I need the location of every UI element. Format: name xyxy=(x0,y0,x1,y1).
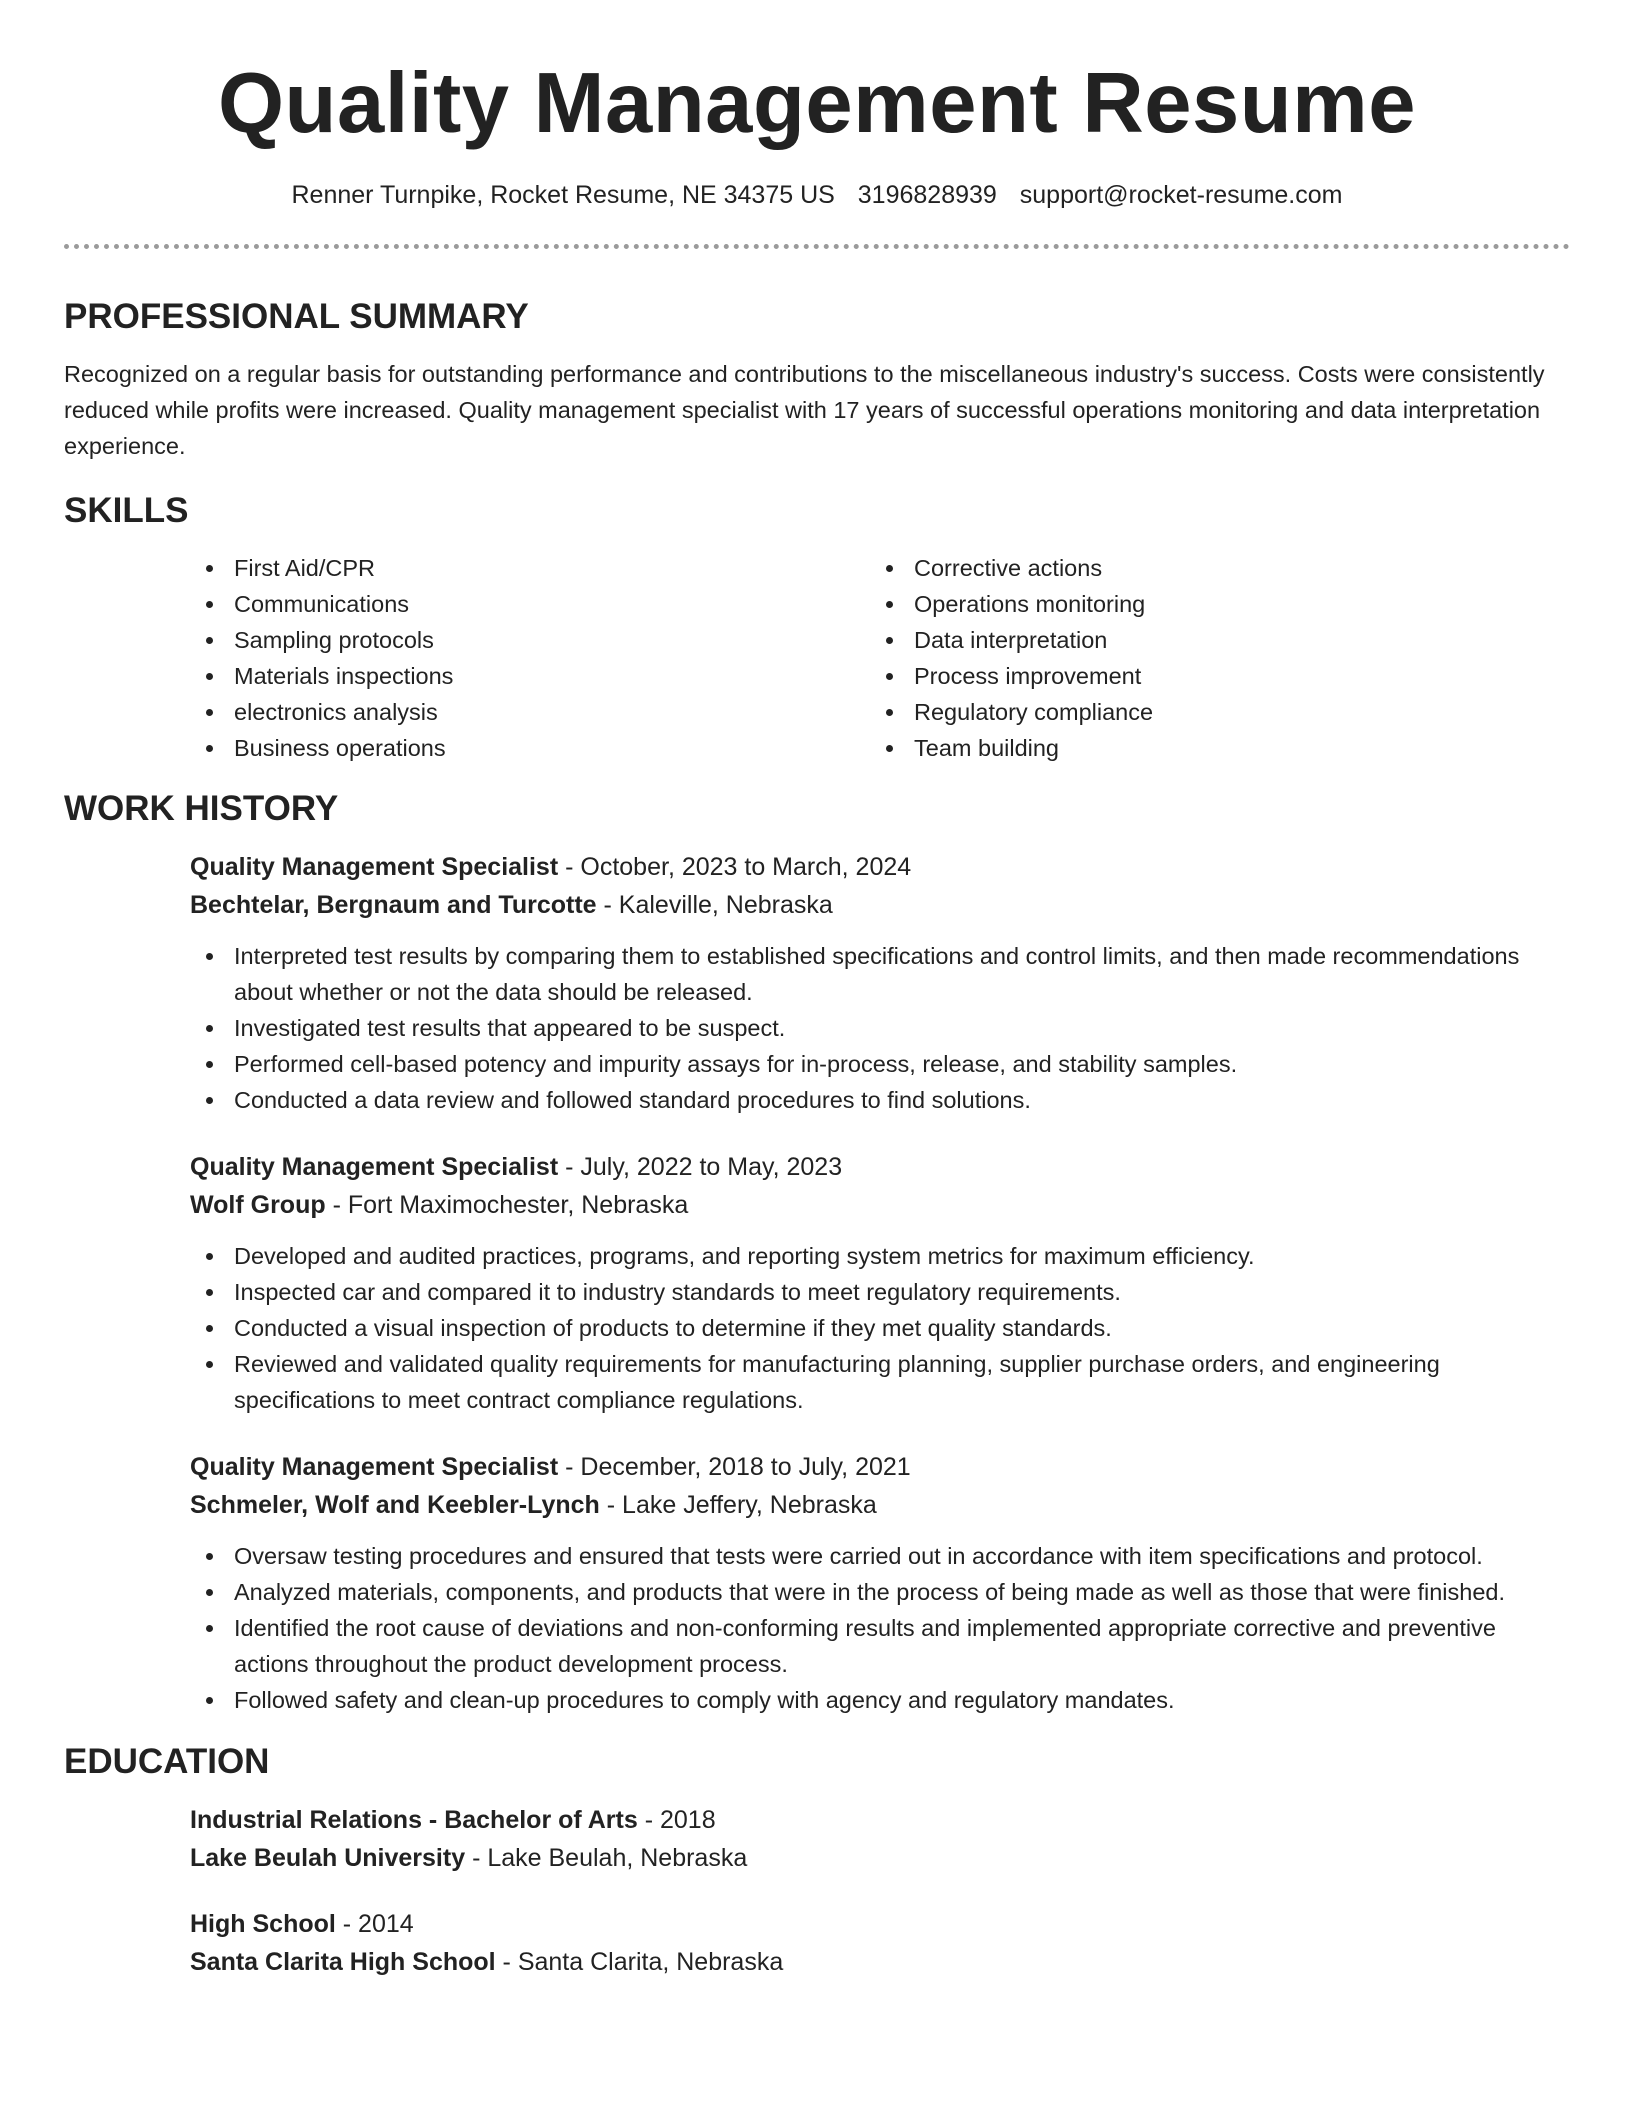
skill-item: Team building xyxy=(870,730,1550,766)
skill-item: Operations monitoring xyxy=(870,586,1550,622)
skill-item: Communications xyxy=(190,586,870,622)
job-dates: - July, 2022 to May, 2023 xyxy=(558,1153,843,1181)
work-history-heading: WORK HISTORY xyxy=(64,789,339,828)
education-heading: EDUCATION xyxy=(64,1742,270,1781)
contact-phone: 3196828939 xyxy=(857,181,997,209)
skills-heading: SKILLS xyxy=(64,491,189,530)
job-company: Bechtelar, Bergnaum and Turcotte xyxy=(190,891,597,919)
job-location: - Kaleville, Nebraska xyxy=(596,891,833,919)
degree-line xyxy=(190,1801,1570,1839)
school-location: - Santa Clarita, Nebraska xyxy=(495,1948,784,1976)
job-company-line xyxy=(190,1186,1570,1224)
job-entry xyxy=(190,848,1570,924)
job-bullet: Inspected car and compared it to industry standards to meet regulatory requirements. xyxy=(190,1274,1570,1310)
education-entry xyxy=(190,1905,1570,1981)
skill-item: Materials inspections xyxy=(190,658,870,694)
school-name: Santa Clarita High School xyxy=(190,1948,496,1976)
resume-title: Quality Management Resume xyxy=(217,56,1417,151)
skill-item: Data interpretation xyxy=(870,622,1550,658)
summary-text: Recognized on a regular basis for outstanding performance and contributions to the miscellaneous industry's success. Costs were consistently reduced while profits were increased. Quality management specialist with 17 years of successful operations monitoring and data interpretation experience. xyxy=(64,361,1545,459)
school-line xyxy=(190,1839,1570,1877)
job-company-line xyxy=(190,1486,1570,1524)
header-divider xyxy=(64,244,1570,249)
job-dates: - October, 2023 to March, 2024 xyxy=(558,853,912,881)
job-bullet: Conducted a visual inspection of products to determine if they met quality standards. xyxy=(190,1310,1570,1346)
job-company-line xyxy=(190,886,1570,924)
job-bullet: Conducted a data review and followed standard procedures to find solutions. xyxy=(190,1082,1570,1118)
job-bullet: Reviewed and validated quality requirements for manufacturing planning, supplier purchase orders, and engineering specifications to meet contract compliance regulations. xyxy=(190,1346,1570,1418)
skills-column-left xyxy=(190,550,870,766)
degree-year: - 2014 xyxy=(335,1910,414,1938)
job-title-line xyxy=(190,848,1570,886)
degree-name: Industrial Relations - Bachelor of Arts xyxy=(190,1806,638,1834)
job-bullet: Developed and audited practices, programs, and reporting system metrics for maximum efficiency. xyxy=(190,1238,1570,1274)
skill-item: Sampling protocols xyxy=(190,622,870,658)
job-title-line xyxy=(190,1448,1570,1486)
skill-item: Process improvement xyxy=(870,658,1550,694)
education-entry xyxy=(190,1801,1570,1877)
skill-item: First Aid/CPR xyxy=(190,550,870,586)
skill-item: Regulatory compliance xyxy=(870,694,1550,730)
job-title-line xyxy=(190,1148,1570,1186)
job-location: - Lake Jeffery, Nebraska xyxy=(599,1491,877,1519)
skills-list xyxy=(190,550,1570,766)
degree-name: High School xyxy=(190,1910,336,1938)
job-company: Schmeler, Wolf and Keebler-Lynch xyxy=(190,1491,600,1519)
school-location: - Lake Beulah, Nebraska xyxy=(465,1844,748,1872)
job-bullets xyxy=(190,938,1570,1118)
job-entry xyxy=(190,1148,1570,1224)
job-bullet: Performed cell-based potency and impurity assays for in-process, release, and stability samples. xyxy=(190,1046,1570,1082)
degree-line xyxy=(190,1905,1570,1943)
contact-line xyxy=(64,178,1570,212)
job-bullet: Analyzed materials, components, and products that were in the process of being made as well as those that were finished. xyxy=(190,1574,1570,1610)
skill-item: electronics analysis xyxy=(190,694,870,730)
job-title: Quality Management Specialist xyxy=(190,853,559,881)
job-entry xyxy=(190,1448,1570,1524)
school-line xyxy=(190,1943,1570,1981)
job-company: Wolf Group xyxy=(190,1191,326,1219)
job-bullet: Investigated test results that appeared to be suspect. xyxy=(190,1010,1570,1046)
job-bullet: Identified the root cause of deviations and non-conforming results and implemented appropriate corrective and preventive actions throughout the product development process. xyxy=(190,1610,1570,1682)
job-bullet: Interpreted test results by comparing them to established specifications and control limits, and then made recommendations about whether or not the data should be released. xyxy=(190,938,1570,1010)
skills-column-right xyxy=(870,550,1550,766)
job-bullet: Oversaw testing procedures and ensured that tests were carried out in accordance with item specifications and protocol. xyxy=(190,1538,1570,1574)
job-bullets xyxy=(190,1538,1570,1718)
degree-year: - 2018 xyxy=(637,1806,716,1834)
contact-email: support@rocket-resume.com xyxy=(1019,181,1343,209)
skill-item: Corrective actions xyxy=(870,550,1550,586)
job-title: Quality Management Specialist xyxy=(190,1453,559,1481)
job-title: Quality Management Specialist xyxy=(190,1153,559,1181)
job-dates: - December, 2018 to July, 2021 xyxy=(558,1453,911,1481)
summary-heading: PROFESSIONAL SUMMARY xyxy=(64,297,529,336)
job-bullets xyxy=(190,1238,1570,1418)
school-name: Lake Beulah University xyxy=(190,1844,466,1872)
job-bullet: Followed safety and clean-up procedures to comply with agency and regulatory mandates. xyxy=(190,1682,1570,1718)
job-location: - Fort Maximochester, Nebraska xyxy=(325,1191,689,1219)
skill-item: Business operations xyxy=(190,730,870,766)
contact-address: Renner Turnpike, Rocket Resume, NE 34375 US xyxy=(291,181,835,209)
